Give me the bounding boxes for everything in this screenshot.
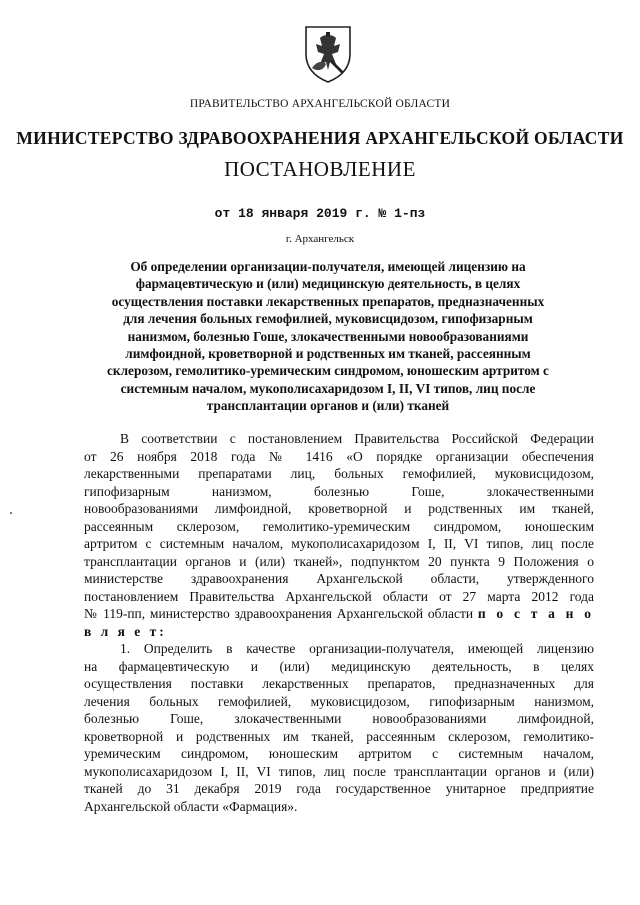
body-line: от 26 ноября 2018 года № 1416 «О порядке организации обеспечения [84, 448, 594, 464]
body-line: артритом с системным началом, мукополисахаридозом I, II, VI типов, лиц после [84, 536, 594, 551]
body-line: уремическим синдромом, юношеским артритом с системным началом, [84, 746, 594, 761]
government-name: ПРАВИТЕЛЬСТВО АРХАНГЕЛЬСКОЙ ОБЛАСТИ [189, 98, 451, 110]
coat-of-arms-icon [302, 24, 354, 84]
body-line: рассеянным склерозом, гемолитико-уремическим синдромом, юношеским [84, 518, 594, 534]
preamble-paragraph [84, 430, 594, 640]
body-line-with-resolution [84, 605, 594, 623]
body-line: Архангельской области «Фармация». [84, 798, 298, 814]
body-line: на фармацевтическую и (или) медицинскую деятельность, в целях [84, 658, 594, 674]
body-line: трансплантации органов и (или) тканей», подпунктом 20 пункта 9 Положения о [84, 553, 594, 569]
title-line: трансплантации органов и (или) тканей [206, 398, 450, 414]
title-line: системным началом, мукополисахаридозом I, II, VI типов, лиц после [120, 380, 536, 396]
document-type: ПОСТАНОВЛЕНИЕ [224, 157, 416, 181]
body-line: постановлением Правительства Архангельской области от 27 марта 2012 года [84, 588, 594, 604]
body-line: 1. Определить в качестве организации-получателя, имеющей лицензию [120, 641, 594, 656]
resolves-word-part2: в л я е т: [84, 623, 167, 639]
city: г. Архангельск [285, 233, 355, 245]
clause-1-paragraph [84, 640, 594, 815]
title-line: осуществления поставки лекарственных препаратов, предназначенных [111, 293, 545, 309]
decree-title [100, 258, 556, 415]
resolves-word-part1: п о с т а н о [477, 606, 594, 621]
body-line: министерстве здравоохранения Архангельской области, утвержденного [84, 571, 594, 586]
body-line: лечения больных гемофилией, муковисцидозом, гипофизарным нанизмом, [84, 693, 594, 709]
body-line: гипофизарным нанизмом, болезнью Гоше, злокачественными [84, 483, 594, 499]
title-line: фармацевтическую и (или) медицинскую деятельность, в целях [135, 276, 521, 292]
body-line: осуществления поставки лекарственных препаратов, предназначенных для [84, 676, 594, 691]
ministry-name: МИНИСТЕРСТВО ЗДРАВООХРАНЕНИЯ АРХАНГЕЛЬСКОЙ ОБЛАСТИ [16, 128, 624, 148]
body-line: кроветворной и родственных им тканей, рассеянным склерозом, гемолитико- [84, 728, 594, 744]
scan-speck [10, 512, 12, 514]
body-line: новообразованиями лимфоидной, кроветворной и родственных им тканей, [84, 501, 594, 516]
title-line: нанизмом, болезнью Гоше, злокачественными новообразованиями [127, 328, 529, 344]
body-line: болезнью Гоше, злокачественными новообразованиями лимфоидной, [84, 711, 594, 726]
title-line: склерозом, гемолитико-уремическим синдромом, юношеским артритом с [107, 363, 549, 379]
body-line: мукополисахаридозом I, II, VI типов, лиц после трансплантации органов и (или) [84, 763, 594, 779]
title-line: для лечения больных гемофилией, муковисцидозом, гипофизарным [123, 311, 533, 327]
title-line: Об определении организации-получателя, имеющей лицензию на [130, 259, 526, 274]
decree-number: от 18 января 2019 г. № 1-пз [214, 206, 426, 221]
body-line: В соответствии с постановлением Правительства Российской Федерации [120, 431, 594, 446]
body-text: № 119-пп, министерство здравоохранения Архангельской области [84, 606, 474, 621]
body-line: тканей до 31 декабря 2019 года государственное унитарное предприятие [84, 781, 594, 796]
title-line: лимфоидной, кроветворной и родственных им тканей, рассеянным [125, 346, 531, 362]
decree-body [84, 430, 594, 815]
body-line: лекарственными препаратами лиц, больных гемофилией, муковисцидозом, [84, 466, 594, 481]
